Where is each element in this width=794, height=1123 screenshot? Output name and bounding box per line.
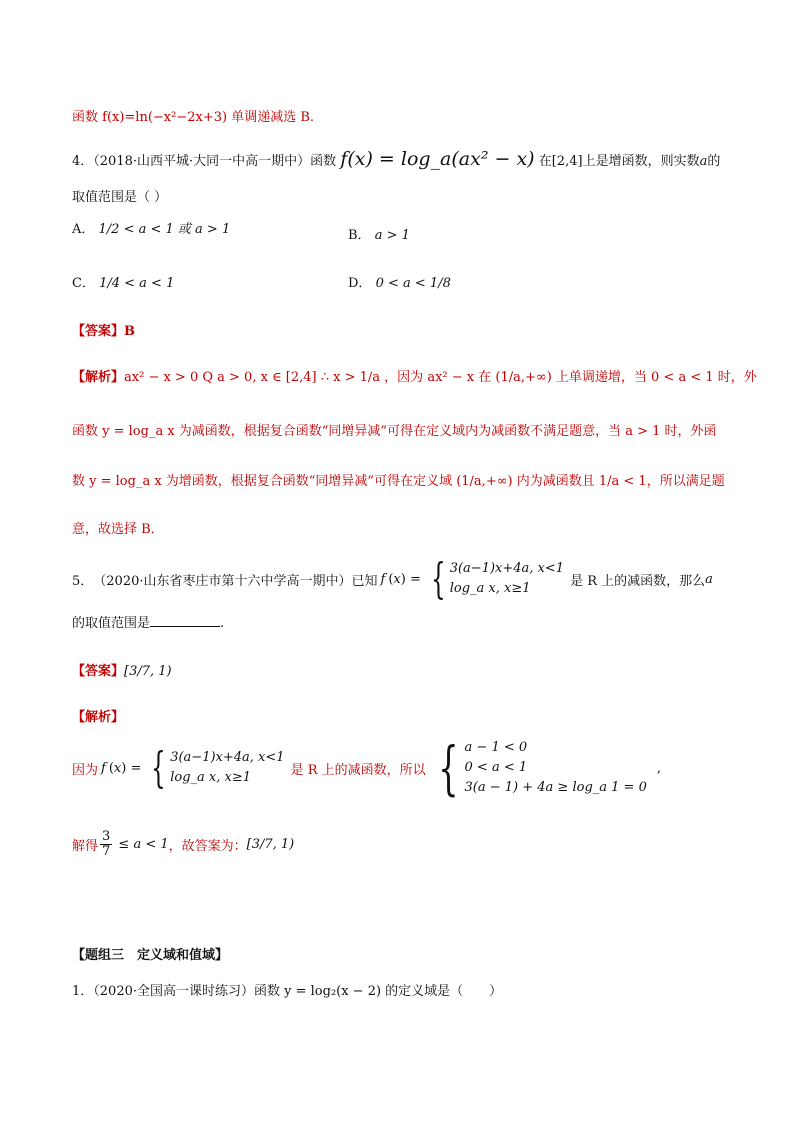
answer-blank bbox=[150, 614, 220, 627]
q4-function: f(x) = log_a(ax² − x) bbox=[340, 148, 535, 170]
q4-label: 4． bbox=[72, 154, 94, 169]
q5-stem-line2: 的取值范围是 . bbox=[72, 616, 225, 631]
q5-source: （2020·山东省枣庄市第十六中学高一期中） bbox=[93, 573, 352, 589]
q5-stem: 5． （2020·山东省枣庄市第十六中学高一期中） 已知 f ( x ) = { 3(a−1)x+4a, x<1 log_a x, x≥1 是 R 上的减函数，那么 a bbox=[72, 554, 713, 603]
q4-stem-line2: 取值范围是（ ） bbox=[72, 190, 168, 205]
q4-stem: 4．（2018·山西平城·大同一中高一期中）函数 f(x) = log_a(ax² − x) 在[2,4]上是增函数，则实数a的 bbox=[72, 148, 721, 170]
q5-piecewise: { 3(a−1)x+4a, x<1 log_a x, x≥1 bbox=[430, 554, 565, 603]
prev-conclusion: 函数 f(x)=ln(−x²−2x+3) 单调递减选 B. bbox=[72, 110, 315, 125]
q4-option-a: A． 1/2 < a < 1 或 a > 1 bbox=[72, 222, 231, 237]
q4-answer: 【答案】B bbox=[72, 324, 136, 339]
q4-analysis-line2: 函数 y = log_a x 为减函数，根据复合函数“同增异减”可得在定义域内为减函数不满足题意，当 a > 1 时，外函 bbox=[72, 424, 717, 439]
q4-analysis-line4: 意，故选择 B． bbox=[72, 522, 164, 537]
q5-conditions: { a − 1 < 0 0 < a < 1 3(a − 1) + 4a ≥ log_a 1 = 0 bbox=[437, 734, 647, 803]
q4-source: （2018·山西平城·大同一中高一期中） bbox=[93, 154, 311, 169]
q4-analysis-line1: 【解析】ax² − x > 0 Q a > 0, x ∈ [2,4] ∴ x > 1/a ，因为 ax² − x 在 (1/a,+∞) 上单调递增，当 0 < a < 1 时，外 bbox=[72, 370, 757, 385]
q5-solution: 解得 $\frac{3}{7}$ ≤ a < 1 ，故答案为： [3/7, 1) bbox=[72, 829, 295, 859]
q4-option-c: C． 1/4 < a < 1 bbox=[72, 276, 175, 291]
q4-option-b: B． a > 1 bbox=[348, 228, 410, 243]
q4-option-d: D． 0 < a < 1/8 bbox=[348, 276, 451, 291]
group3-q1: 1．（2020·全国高一课时练习）函数 y = log₂(x − 2) 的定义域是（ ） bbox=[72, 984, 503, 999]
q5-label: 5． bbox=[72, 573, 94, 589]
q5-answer: 【答案】[3/7, 1) bbox=[72, 664, 172, 679]
q5-analysis-tag: 【解析】 bbox=[72, 710, 125, 725]
q5-analysis-piecewise: { 3(a−1)x+4a, x<1 log_a x, x≥1 bbox=[151, 743, 285, 793]
group3-title: 【题组三 定义域和值域】 bbox=[72, 948, 229, 963]
q5-analysis-body: 因为 f ( x ) = { 3(a−1)x+4a, x<1 log_a x, x≥1 是 R 上的减函数，所以 { a − 1 < 0 0 < a < 1 3(a − 1) + 4a ≥ log_a 1 = 0 , bbox=[72, 734, 661, 803]
q4-analysis-line3: 数 y = log_a x 为增函数，根据复合函数“同增异减”可得在定义域 (1/a,+∞) 内为减函数且 1/a < 1，所以满足题 bbox=[72, 474, 725, 489]
